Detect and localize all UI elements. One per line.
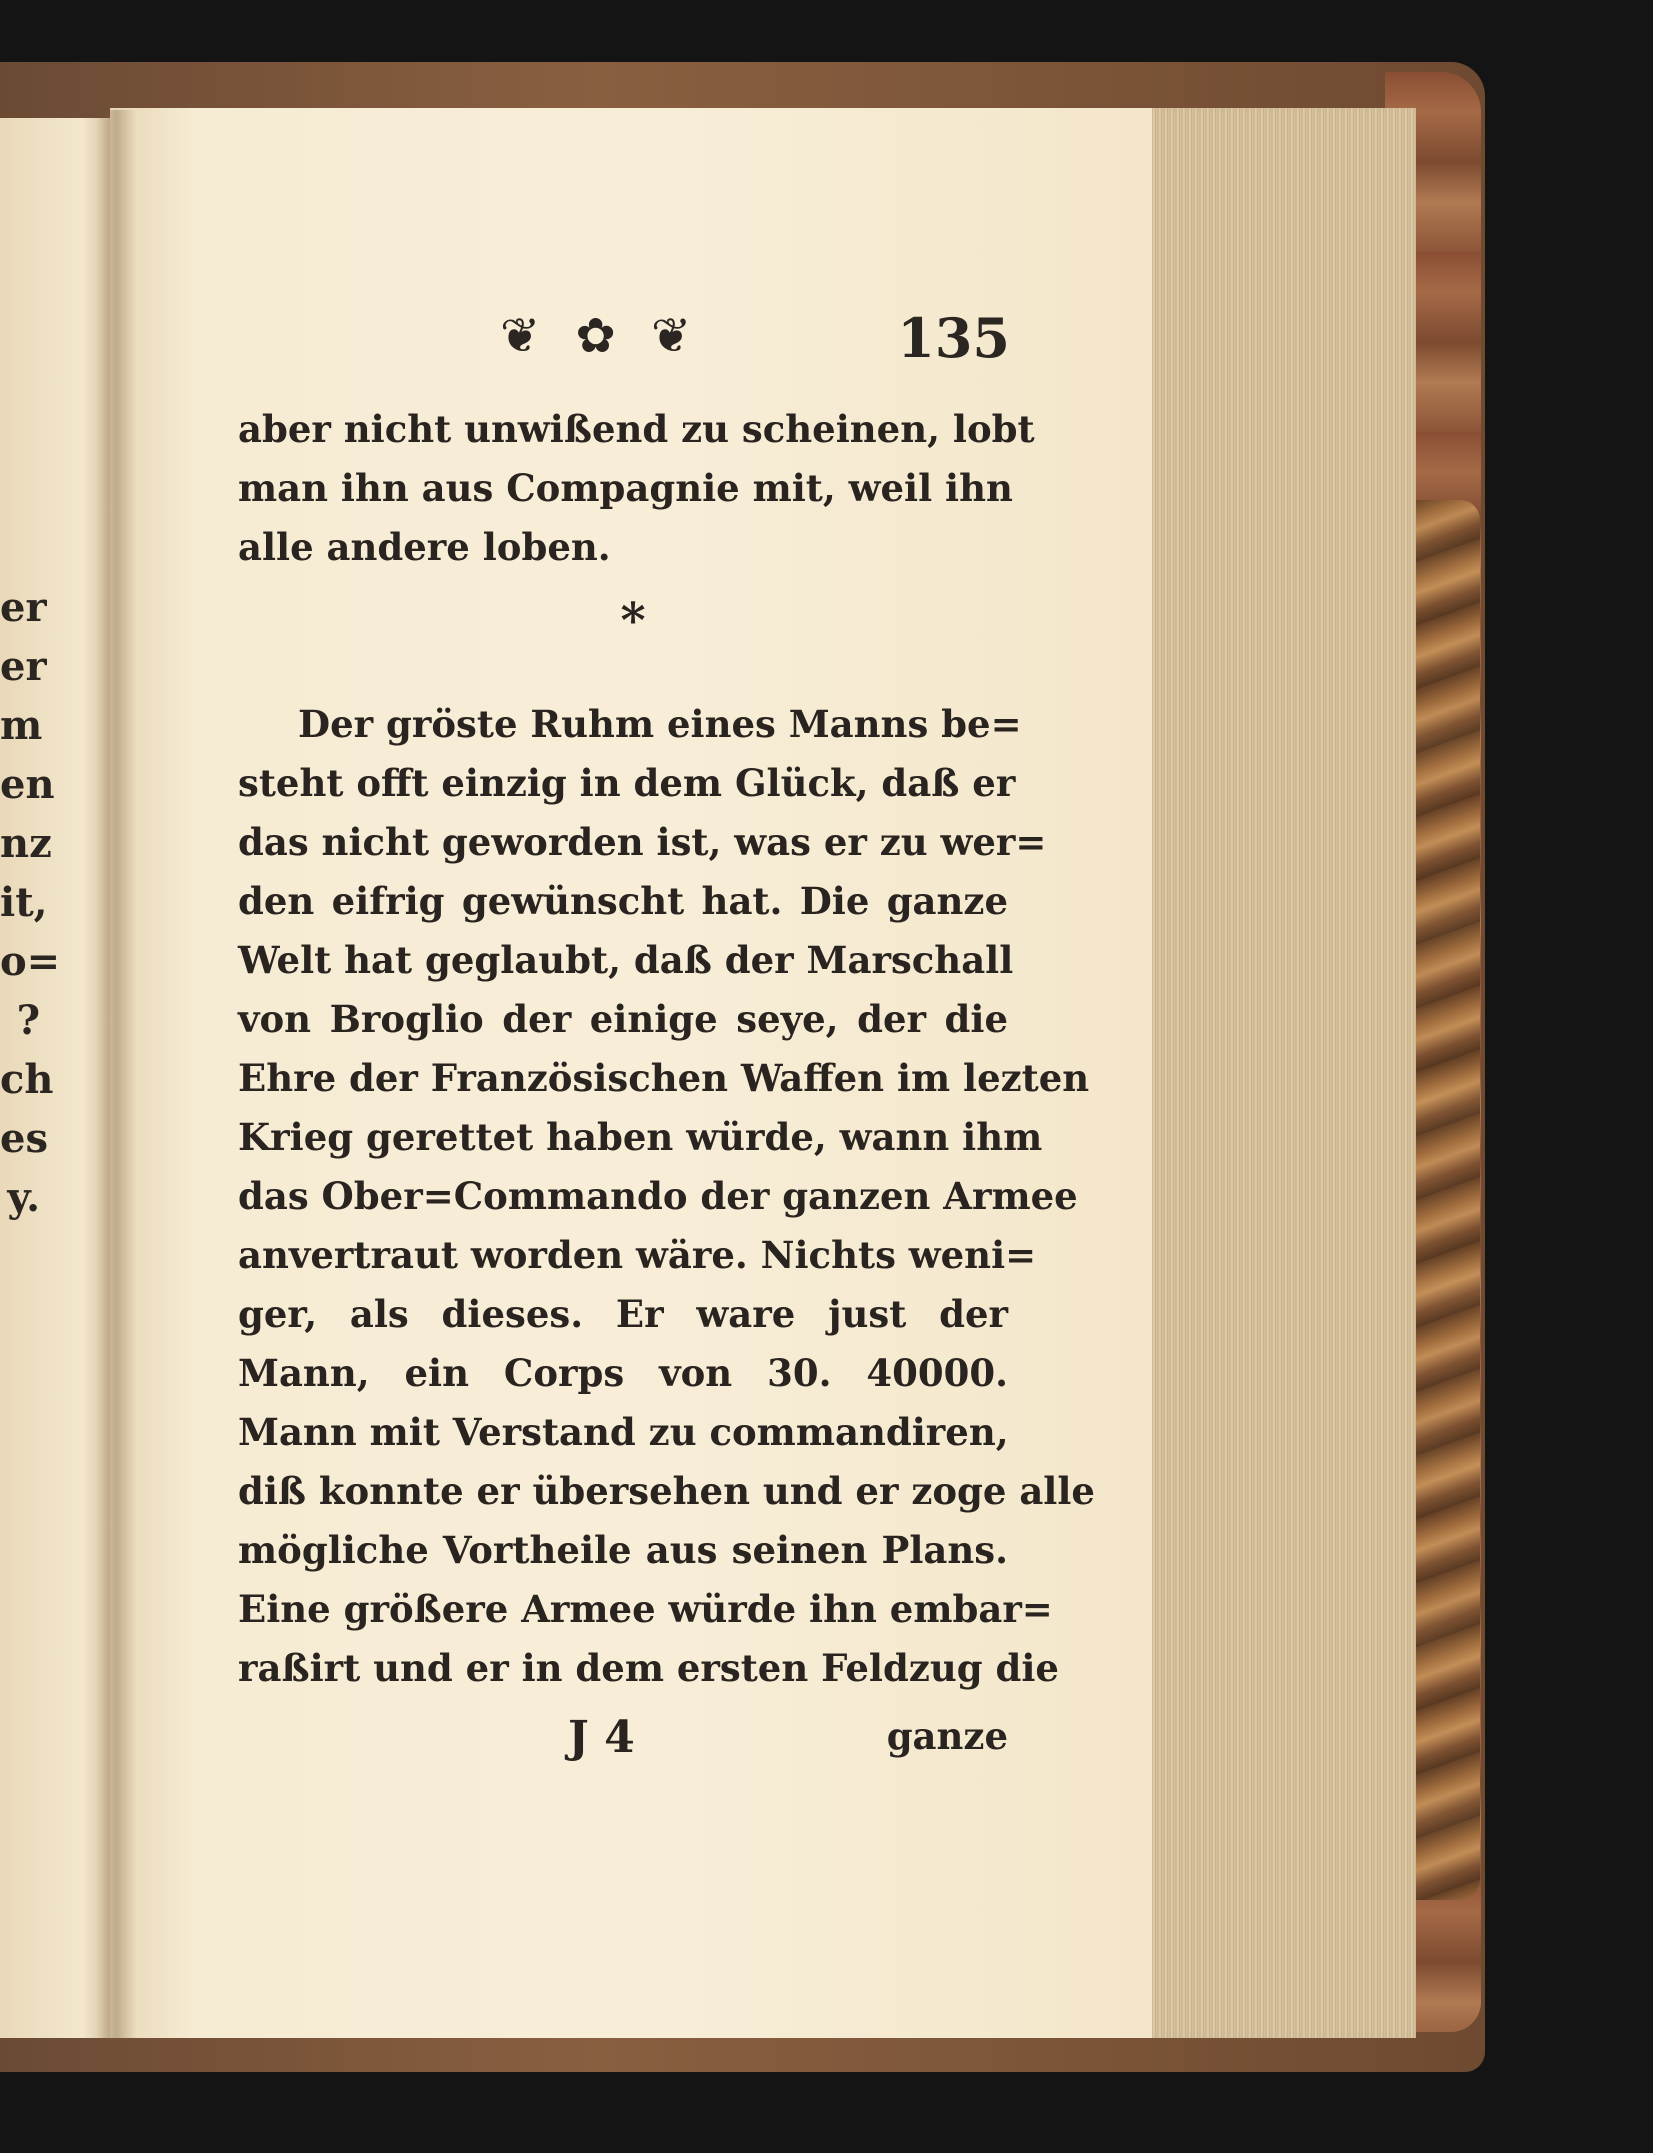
page-footer xyxy=(238,1712,1008,1772)
text-line: den eifrig gewünscht hat. Die ganze xyxy=(238,879,1008,923)
left-fragment: er xyxy=(0,584,47,631)
text-line: alle andere loben. xyxy=(238,525,611,569)
left-page-text-fragments xyxy=(0,578,61,1227)
left-fragment: it, xyxy=(0,879,48,926)
left-fragment: er xyxy=(0,643,47,690)
left-fragment: y. xyxy=(7,1174,40,1221)
text-line: aber nicht unwißend zu scheinen, lobt xyxy=(238,407,1035,451)
marbled-cover xyxy=(1410,500,1480,1900)
left-fragment: ch xyxy=(0,1056,54,1103)
text-line: Ehre der Französischen Waffen im lezten xyxy=(238,1056,1090,1100)
section-separator: * xyxy=(620,593,646,649)
left-fragment: nz xyxy=(0,820,52,867)
paragraph-2 xyxy=(238,695,1095,1698)
text-line: Der gröste Ruhm eines Manns be= xyxy=(298,702,1022,746)
text-line: man ihn aus Compagnie mit, weil ihn xyxy=(238,466,1013,510)
paragraph-1 xyxy=(238,400,1035,577)
catchword: ganze xyxy=(886,1714,1008,1758)
text-line: Mann, ein Corps von 30. 40000. xyxy=(238,1351,1008,1395)
text-line: anvertraut worden wäre. Nichts weni= xyxy=(238,1233,1037,1277)
text-line: diß konnte er übersehen und er zoge alle xyxy=(238,1469,1095,1513)
left-fragment: en xyxy=(0,761,55,808)
text-line: steht offt einzig in dem Glück, daß er xyxy=(238,761,1016,805)
signature-mark: J 4 xyxy=(568,1712,635,1763)
text-line: Eine größere Armee würde ihn embar= xyxy=(238,1587,1053,1631)
text-line: das nicht geworden ist, was er zu wer= xyxy=(238,820,1047,864)
page-header xyxy=(230,298,1010,378)
gutter-shadow xyxy=(96,110,136,2040)
left-fragment: ? xyxy=(16,997,40,1044)
left-fragment: o= xyxy=(0,938,61,985)
header-ornament: ❦ ✿ ❦ xyxy=(500,308,702,364)
text-line: raßirt und er in dem ersten Feldzug die xyxy=(238,1646,1059,1690)
text-line: mögliche Vortheile aus seinen Plans. xyxy=(238,1528,1008,1572)
page-body xyxy=(238,400,1095,1698)
page-edges xyxy=(1140,108,1416,2038)
text-line: von Broglio der einige seye, der die xyxy=(238,997,1008,1041)
text-line: ger, als dieses. Er ware just der xyxy=(238,1292,1008,1336)
left-fragment: m xyxy=(0,702,43,749)
text-line: das Ober=Commando der ganzen Armee xyxy=(238,1174,1078,1218)
text-line: Welt hat geglaubt, daß der Marschall xyxy=(238,938,1014,982)
page-number: 135 xyxy=(897,306,1010,370)
left-fragment: es xyxy=(0,1115,48,1162)
text-line: Krieg gerettet haben würde, wann ihm xyxy=(238,1115,1043,1159)
text-line: Mann mit Verstand zu commandiren, xyxy=(238,1410,1009,1454)
